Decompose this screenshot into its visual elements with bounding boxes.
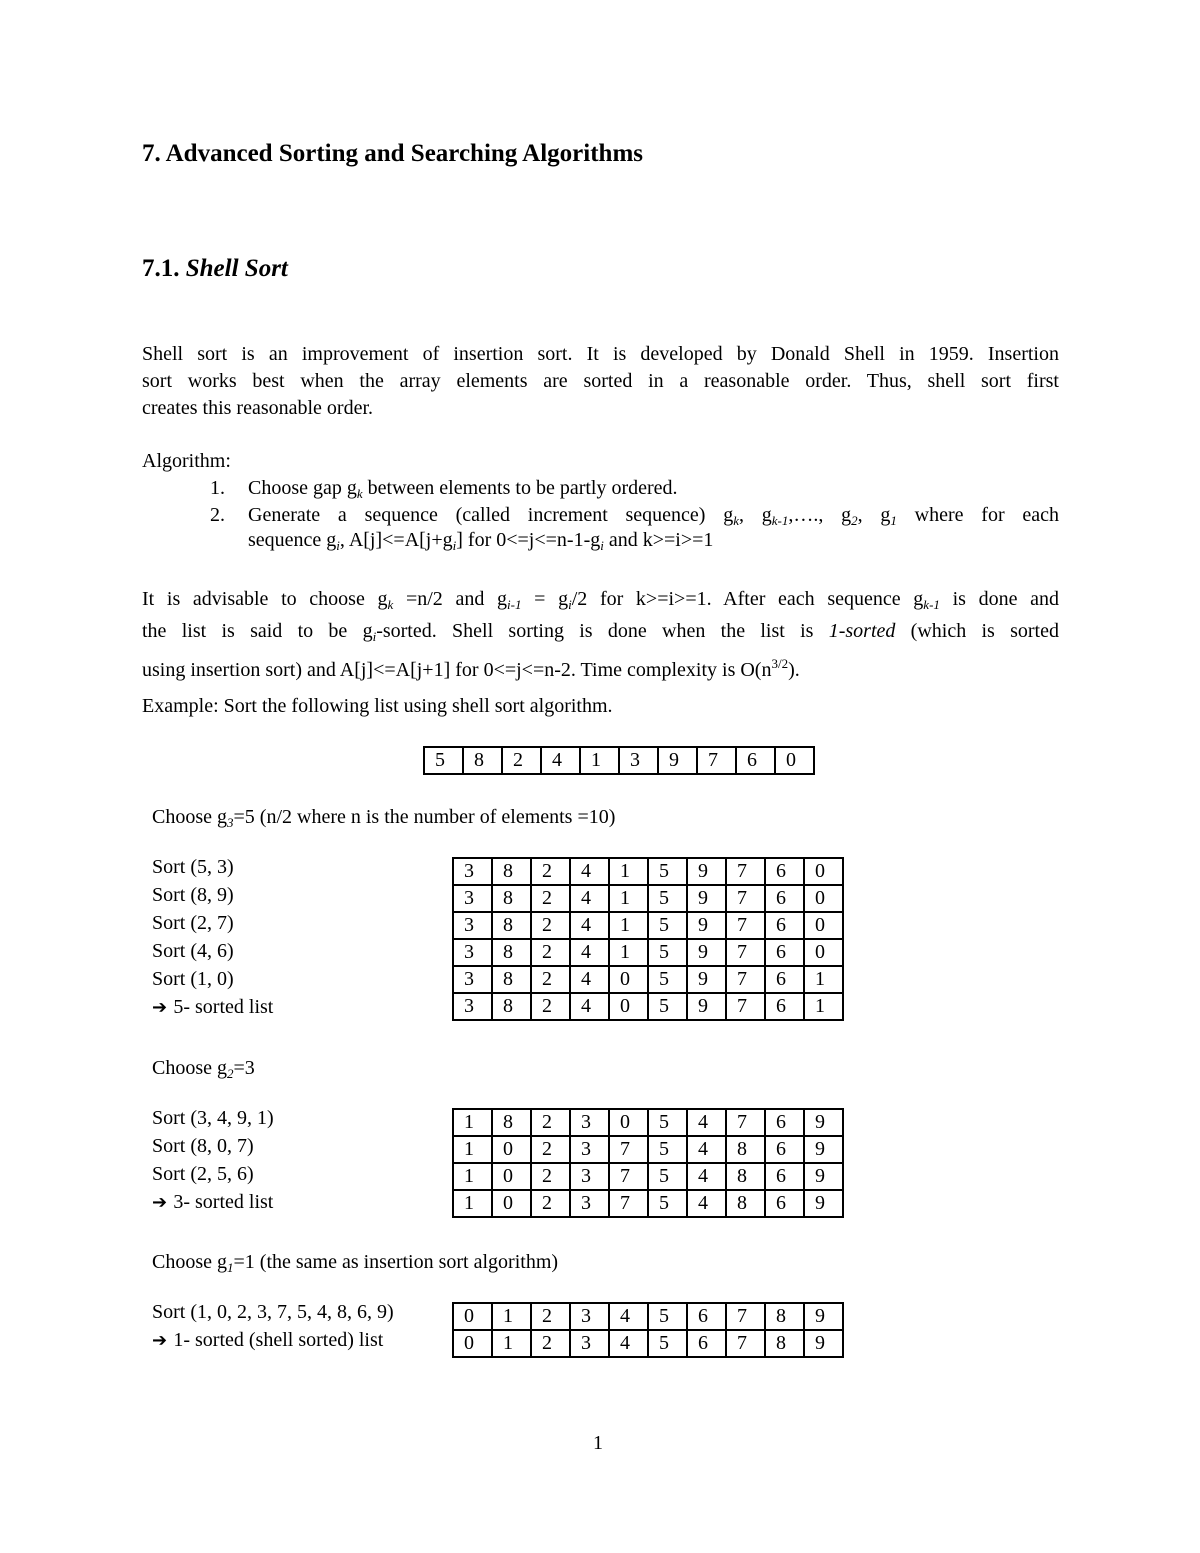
array-cell: 2 <box>531 993 570 1020</box>
arrow-icon: ➔ <box>152 997 174 1018</box>
step-table <box>452 1108 844 1218</box>
array-cell: 9 <box>804 1109 843 1136</box>
step-label: ➔ 5- sorted list <box>152 996 274 1018</box>
array-cell: 8 <box>726 1190 765 1217</box>
algorithm-step-2: 2. Generate a sequence (called increment sequence) $g_k$, $g_{k-1},\dots$., $g_2$, $g_1$ where for each sequence $g_i$, $A[j]<=A[j+g_i]$ for $0<=j<=n-1-g_i$ and k>=i>=1 <box>210 504 1060 553</box>
array-cell: 5 <box>648 1136 687 1163</box>
array-cell: 8 <box>492 1109 531 1136</box>
array-cell: 0 <box>492 1136 531 1163</box>
array-cell: 9 <box>687 912 726 939</box>
array-cell: 3 <box>453 939 492 966</box>
algorithm-step-1: 1. Choose gap $g_k$ between elements to be partly ordered. <box>210 477 678 501</box>
array-cell: 6 <box>765 885 804 912</box>
array-cell: 6 <box>765 1190 804 1217</box>
array-cell: 0 <box>453 1330 492 1357</box>
table-row <box>453 1136 843 1163</box>
table-row <box>453 885 843 912</box>
step-label: Sort (5, 3) <box>152 856 234 878</box>
table-row <box>453 939 843 966</box>
array-cell: 7 <box>726 966 765 993</box>
array-cell: 4 <box>687 1163 726 1190</box>
initial-list <box>423 746 815 775</box>
section-name: Shell Sort <box>185 255 288 282</box>
array-cell: 7 <box>609 1163 648 1190</box>
array-cell: 4 <box>609 1330 648 1357</box>
array-cell: 3 <box>570 1190 609 1217</box>
array-cell: 9 <box>658 747 697 774</box>
array-cell: 6 <box>765 966 804 993</box>
array-cell: 2 <box>531 1109 570 1136</box>
array-cell: 4 <box>609 1303 648 1330</box>
step-label: Sort (8, 9) <box>152 884 234 906</box>
array-cell: 7 <box>726 993 765 1020</box>
array-cell: 1 <box>609 912 648 939</box>
array-cell: 2 <box>502 747 541 774</box>
array-cell: 1 <box>453 1163 492 1190</box>
array-cell: 8 <box>492 858 531 885</box>
array-cell: 4 <box>541 747 580 774</box>
array-cell: 1 <box>609 858 648 885</box>
array-cell: 4 <box>687 1136 726 1163</box>
array-cell: 5 <box>648 1163 687 1190</box>
array-cell: 0 <box>775 747 814 774</box>
page-number: 1 <box>593 1432 603 1454</box>
array-cell: 6 <box>765 1109 804 1136</box>
section-title <box>142 255 288 283</box>
array-cell: 8 <box>765 1303 804 1330</box>
array-cell: 5 <box>648 993 687 1020</box>
array-cell: 2 <box>531 885 570 912</box>
table-row <box>453 858 843 885</box>
algorithm-heading: Algorithm: <box>142 450 231 472</box>
array-cell: 3 <box>453 966 492 993</box>
array-cell: 4 <box>570 993 609 1020</box>
array-cell: 7 <box>609 1190 648 1217</box>
array-cell: 0 <box>609 1109 648 1136</box>
array-cell: 5 <box>648 1109 687 1136</box>
array-cell: 0 <box>492 1190 531 1217</box>
array-cell: 4 <box>570 939 609 966</box>
array-cell: 0 <box>609 966 648 993</box>
array-cell: 8 <box>492 885 531 912</box>
step-label: Sort (8, 0, 7) <box>152 1135 254 1157</box>
array-cell: 6 <box>687 1303 726 1330</box>
step-label: Sort (3, 4, 9, 1) <box>152 1107 274 1129</box>
array-cell: 9 <box>687 966 726 993</box>
section-number: 7.1. <box>142 255 180 282</box>
array-cell: 9 <box>804 1163 843 1190</box>
example-intro: Example: Sort the following list using shell sort algorithm. <box>142 695 613 717</box>
array-cell: 2 <box>531 858 570 885</box>
array-cell: 5 <box>648 885 687 912</box>
array-cell: 6 <box>765 939 804 966</box>
array-cell: 8 <box>726 1136 765 1163</box>
table-row <box>453 993 843 1020</box>
intro-line-3: creates this reasonable order. <box>142 397 374 419</box>
array-cell: 4 <box>570 912 609 939</box>
array-cell: 9 <box>804 1136 843 1163</box>
array-cell: 2 <box>531 1303 570 1330</box>
array-cell: 9 <box>804 1190 843 1217</box>
intro-line-2: sort works best when the array elements are sorted in a reasonable order. Thus, shell sort first <box>142 370 1059 392</box>
array-cell: 3 <box>453 912 492 939</box>
array-cell: 5 <box>648 1330 687 1357</box>
step-label: Sort (2, 5, 6) <box>152 1163 254 1185</box>
array-cell: 2 <box>531 1330 570 1357</box>
array-cell: 8 <box>726 1163 765 1190</box>
array-cell: 7 <box>726 1303 765 1330</box>
step-label: Sort (4, 6) <box>152 940 234 962</box>
array-cell: 3 <box>453 858 492 885</box>
step-table <box>452 1302 844 1358</box>
array-cell: 1 <box>492 1303 531 1330</box>
array-cell: 2 <box>531 939 570 966</box>
array-cell: 8 <box>492 939 531 966</box>
array-cell: 8 <box>492 912 531 939</box>
array-cell: 3 <box>619 747 658 774</box>
array-cell: 3 <box>570 1109 609 1136</box>
array-cell: 2 <box>531 1136 570 1163</box>
array-cell: 8 <box>492 966 531 993</box>
array-cell: 3 <box>570 1330 609 1357</box>
array-cell: 4 <box>687 1190 726 1217</box>
array-cell: 1 <box>609 939 648 966</box>
array-cell: 7 <box>726 1330 765 1357</box>
array-cell: 6 <box>736 747 775 774</box>
array-cell: 0 <box>453 1303 492 1330</box>
step-table <box>452 857 844 1021</box>
array-cell: 3 <box>453 993 492 1020</box>
array-cell: 0 <box>609 993 648 1020</box>
array-cell: 1 <box>453 1109 492 1136</box>
intro-line-1: Shell sort is an improvement of insertion sort. It is developed by Donald Shell in 1959. Insertion <box>142 343 1059 365</box>
array-cell: 3 <box>570 1163 609 1190</box>
array-cell: 1 <box>609 885 648 912</box>
table-row <box>453 1163 843 1190</box>
array-cell: 2 <box>531 966 570 993</box>
array-cell: 3 <box>570 1136 609 1163</box>
array-cell: 0 <box>804 912 843 939</box>
array-cell: 1 <box>804 966 843 993</box>
array-cell: 2 <box>531 1163 570 1190</box>
arrow-icon: ➔ <box>152 1330 174 1351</box>
array-cell: 0 <box>804 858 843 885</box>
array-cell: 2 <box>531 912 570 939</box>
intro-paragraph <box>142 341 1059 422</box>
array-cell: 9 <box>687 993 726 1020</box>
advice-paragraph: It is advisable to choose $g_k =n/2$ and $g_{i-1} = g_i/2$ for k>=i>=1. After each sequence $g_{k-1}$ is done and the list is said to be $g_i$-sorted. Shell sorting is done when the list is 1-sorted (which is sorted using insertion sort) and A[j]<=A[j+1] for 0<=j<=n-2. Time complexity is $O(n^{3/2})$. <box>142 588 1060 681</box>
step-label: ➔ 3- sorted list <box>152 1191 274 1213</box>
array-cell: 5 <box>648 939 687 966</box>
array-cell: 7 <box>726 885 765 912</box>
array-cell: 5 <box>648 1190 687 1217</box>
array-cell: 6 <box>687 1330 726 1357</box>
array-cell: 7 <box>697 747 736 774</box>
array-cell: 6 <box>765 1163 804 1190</box>
array-cell: 8 <box>463 747 502 774</box>
array-cell: 3 <box>570 1303 609 1330</box>
array-cell: 8 <box>765 1330 804 1357</box>
array-cell: 4 <box>570 858 609 885</box>
array-cell: 0 <box>492 1163 531 1190</box>
array-cell: 5 <box>424 747 463 774</box>
gap3-heading: Choose $g_3=5$ (n/2 where n is the number of elements =10) <box>152 806 616 830</box>
table-row <box>453 1109 843 1136</box>
step-label: Sort (2, 7) <box>152 912 234 934</box>
array-cell: 4 <box>570 885 609 912</box>
table-row <box>453 1190 843 1217</box>
gap1-heading: Choose $g_1=1$ (the same as insertion sort algorithm) <box>152 1251 559 1275</box>
array-cell: 7 <box>726 939 765 966</box>
arrow-icon: ➔ <box>152 1192 174 1213</box>
step-label: Sort (1, 0, 2, 3, 7, 5, 4, 8, 6, 9) <box>152 1301 394 1323</box>
array-cell: 9 <box>804 1330 843 1357</box>
array-cell: 9 <box>687 858 726 885</box>
array-cell: 4 <box>570 966 609 993</box>
array-cell: 3 <box>453 885 492 912</box>
array-cell: 6 <box>765 1136 804 1163</box>
array-cell: 7 <box>726 912 765 939</box>
array-cell: 6 <box>765 912 804 939</box>
table-row <box>453 1303 843 1330</box>
table-row <box>453 1330 843 1357</box>
array-cell: 0 <box>804 939 843 966</box>
array-cell: 1 <box>453 1136 492 1163</box>
chapter-title: 7. Advanced Sorting and Searching Algorithms <box>142 140 644 167</box>
array-cell: 6 <box>765 858 804 885</box>
array-cell: 8 <box>492 993 531 1020</box>
array-cell: 4 <box>687 1109 726 1136</box>
array-cell: 2 <box>531 1190 570 1217</box>
array-cell: 1 <box>492 1330 531 1357</box>
array-cell: 1 <box>804 993 843 1020</box>
array-cell: 5 <box>648 912 687 939</box>
array-cell: 5 <box>648 1303 687 1330</box>
gap2-heading: Choose $g_2=3$ <box>152 1057 255 1081</box>
array-cell: 5 <box>648 858 687 885</box>
step-label: Sort (1, 0) <box>152 968 234 990</box>
array-cell: 6 <box>765 993 804 1020</box>
array-cell: 7 <box>726 1109 765 1136</box>
table-row <box>453 966 843 993</box>
array-cell: 9 <box>687 885 726 912</box>
array-cell: 1 <box>580 747 619 774</box>
array-cell: 9 <box>804 1303 843 1330</box>
array-cell: 1 <box>453 1190 492 1217</box>
array-cell: 7 <box>726 858 765 885</box>
array-cell: 9 <box>687 939 726 966</box>
step-label: ➔ 1- sorted (shell sorted) list <box>152 1329 384 1351</box>
array-cell: 0 <box>804 885 843 912</box>
array-cell: 5 <box>648 966 687 993</box>
array-cell: 7 <box>609 1136 648 1163</box>
table-row <box>453 912 843 939</box>
